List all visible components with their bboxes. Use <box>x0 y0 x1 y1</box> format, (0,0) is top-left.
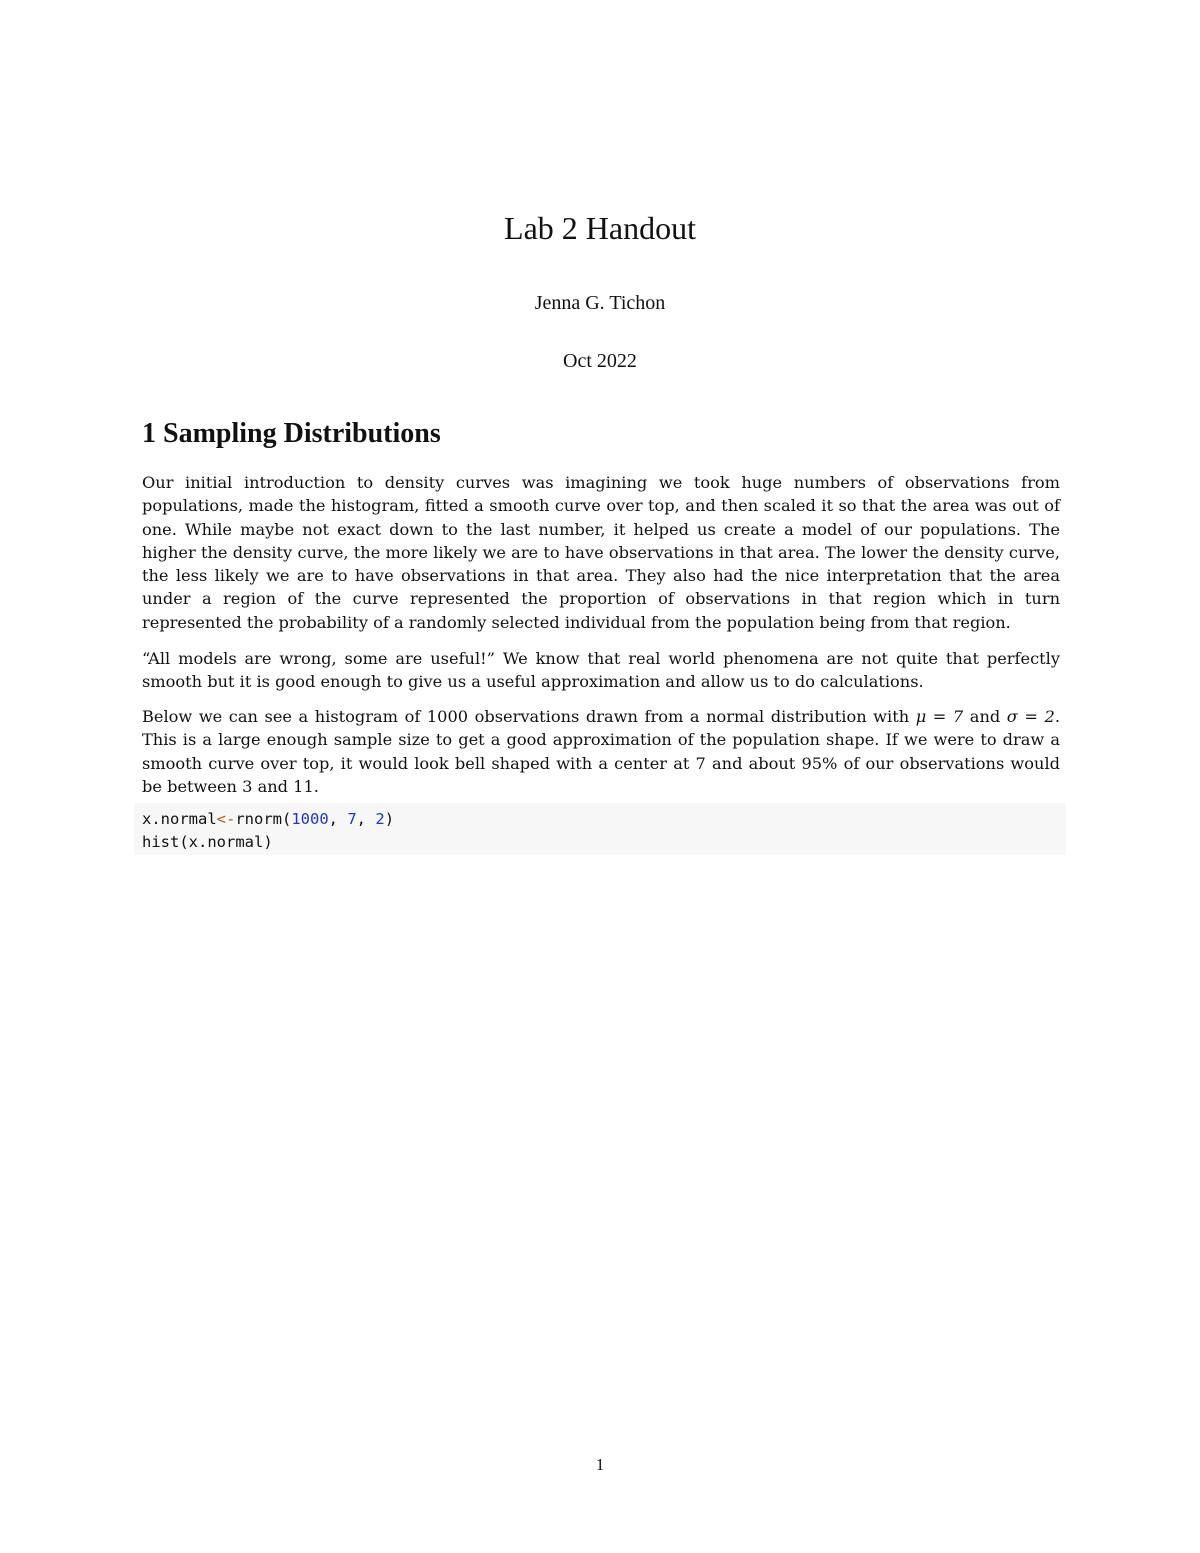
code-number: 7 <box>347 810 357 828</box>
section-heading: 1 Sampling Distributions <box>142 418 441 449</box>
paragraph-models-quote <box>142 647 1060 694</box>
document-author: Jenna G. Tichon <box>534 292 666 314</box>
code-assign-operator: <- <box>216 810 236 828</box>
code-close-paren: ) <box>384 810 395 828</box>
quote-continuation: We know that real world phenomena are not quite that perfectly smooth but it is good enough to give us a useful approximation and allow us to do calculations. <box>142 649 1060 692</box>
text-segment: Below we can see a histogram of 1000 observations drawn from a normal distribution with <box>142 707 916 726</box>
math-mu: μ = 7 <box>915 707 964 726</box>
code-block <box>134 803 1066 855</box>
code-number: 2 <box>375 810 385 828</box>
code-line-1 <box>142 808 1058 831</box>
code-number: 1000 <box>291 810 329 828</box>
paragraph-density-curves: Our initial introduction to density curves was imagining we took huge numbers of observations from populations, made the histogram, fitted a smooth curve over top, and then scaled it so that the area was out of one. While maybe not exact down to the last number, it helped us create a model of our populations. The higher the density curve, the more likely we are to have observations in that area. The lower the density curve, the less likely we are to have observations in that area. They also had the nice interpretation that the area under a region of the curve represented the proportion of observations in that region which in turn represented the probability of a randomly selected individual from the population being from that region. <box>142 473 1060 632</box>
code-separator: , <box>328 810 348 828</box>
code-function: rnorm( <box>235 810 292 828</box>
code-line-2: hist(x.normal) <box>142 833 273 851</box>
document-date: Oct 2022 <box>563 350 637 372</box>
code-separator: , <box>356 810 376 828</box>
page-number: 1 <box>595 1455 605 1474</box>
text-segment: . This is a large enough sample size to get a good approximation of the population shape. If we were to draw a smooth curve over top, it would look bell shaped with a center at 7 and about 95% of our observations would be between 3 and 11. <box>142 707 1060 796</box>
document-title: Lab 2 Handout <box>504 210 696 246</box>
text-segment: and <box>963 707 1007 726</box>
paragraph-histogram-intro <box>142 705 1060 798</box>
code-var: x.normal <box>142 810 217 828</box>
math-sigma: σ = 2 <box>1006 707 1055 726</box>
models-quote: “All models are wrong, some are useful!” <box>142 649 495 668</box>
